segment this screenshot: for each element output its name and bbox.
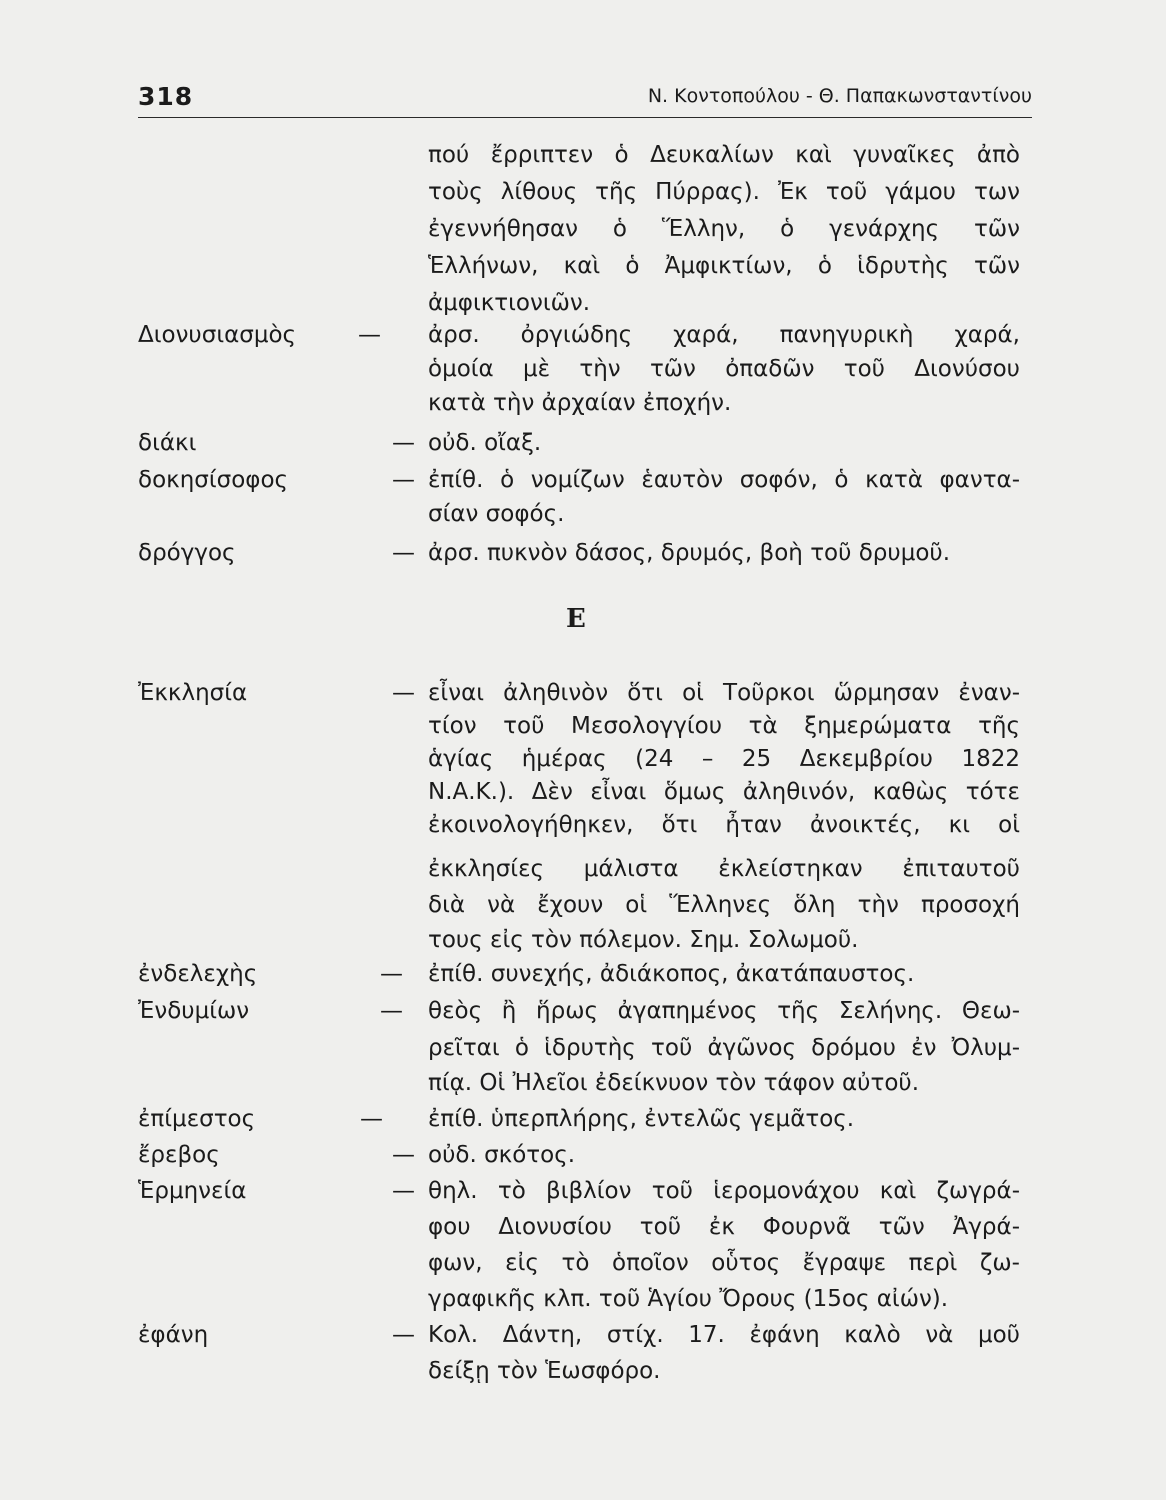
definition-line: θεὸς ἢ ἥρως ἀγαπημένος τῆς Σελήνης. Θεω- <box>428 998 1020 1024</box>
entry-term: ἐφάνη <box>138 1322 209 1348</box>
entry-term: δοκησίσοφος <box>138 467 289 493</box>
continuation-line: τοὺς λίθους τῆς Πύρρας). Ἐκ τοῦ γάμου των <box>428 179 1020 205</box>
definition-line: ἐκκλησίες μάλιστα ἐκλείστηκαν ἐπιταυτοῦ <box>428 856 1020 882</box>
entry-dash: — <box>392 540 415 566</box>
entry-dash: — <box>380 998 403 1024</box>
entry-dash: — <box>392 1178 415 1204</box>
definition-line: εἶναι ἀληθινὸν ὅτι οἱ Τοῦρκοι ὥρμησαν ἐναν- <box>428 680 1020 706</box>
definition-line: ἐπίθ. ὑπερπλήρης, ἐντελῶς γεμᾶτος. <box>428 1106 855 1132</box>
entry-dash: — <box>392 1322 415 1348</box>
definition-line: διὰ νὰ ἔχουν οἱ Ἕλληνες ὅλη τὴν προσοχή <box>428 892 1020 918</box>
definition-line: οὐδ. σκότος. <box>428 1142 576 1168</box>
continuation-line: ἐγεννήθησαν ὁ Ἕλλην, ὁ γενάρχης τῶν <box>428 216 1020 242</box>
entry-dash: — <box>392 467 415 493</box>
definition-line: ἐπίθ. ὁ νομίζων ἑαυτὸν σοφόν, ὁ κατὰ φαντα- <box>428 467 1020 493</box>
page-number: 318 <box>138 82 194 111</box>
entry-dash: — <box>392 680 415 706</box>
section-letter: Ε <box>566 604 586 634</box>
running-head: Ν. Κοντοπούλου - Θ. Παπακωνσταντίνου <box>647 85 1032 107</box>
entry-dash: — <box>392 1142 415 1168</box>
continuation-line: ἀμφικτιονιῶν. <box>428 290 591 316</box>
definition-line: ὁμοία μὲ τὴν τῶν ὀπαδῶν τοῦ Διονύσου <box>428 356 1020 382</box>
entry-dash: — <box>360 1106 383 1132</box>
definition-line: τους εἰς τὸν πόλεμον. Σημ. Σολωμοῦ. <box>428 927 859 953</box>
definition-line: ἁγίας ἡμέρας (24 – 25 Δεκεμβρίου 1822 <box>428 746 1020 772</box>
entry-term: ἐπίμεστος <box>138 1106 256 1132</box>
entry-dash: — <box>358 322 381 348</box>
entry-term: Ἐκκλησία <box>138 680 248 706</box>
entry-term: Ἑρμηνεία <box>138 1178 247 1204</box>
page-header <box>138 78 1032 110</box>
definition-line: ρεῖται ὁ ἱδρυτὴς τοῦ ἀγῶνος δρόμου ἐν Ὀλυμ- <box>428 1035 1020 1061</box>
definition-line: ἀρσ. ὀργιώδης χαρά, πανηγυρικὴ χαρά, <box>428 322 1020 348</box>
definition-line: ἐκοινολογήθηκεν, ὅτι ἦταν ἀνοικτές, κι οἱ <box>428 812 1020 838</box>
definition-line: φων, εἰς τὸ ὁποῖον οὗτος ἔγραψε περὶ ζω- <box>428 1250 1020 1276</box>
definition-line: σίαν σοφός. <box>428 501 565 527</box>
entry-term: ἔρεβος <box>138 1142 220 1168</box>
definition-line: πίᾳ. Οἱ Ἠλεῖοι ἐδείκνυον τὸν τάφον αὐτοῦ. <box>428 1070 920 1096</box>
continuation-line: πού ἔρριπτεν ὁ Δευκαλίων καὶ γυναῖκες ἀπὸ <box>428 142 1020 168</box>
definition-line: Κολ. Δάντη, στίχ. 17. ἐφάνη καλὸ νὰ μοῦ <box>428 1322 1020 1348</box>
definition-line: οὐδ. οἴαξ. <box>428 430 542 456</box>
definition-line: ἐπίθ. συνεχής, ἀδιάκοπος, ἀκατάπαυστος. <box>428 961 915 987</box>
continuation-line: Ἑλλήνων, καὶ ὁ Ἀμφικτίων, ὁ ἱδρυτὴς τῶν <box>428 253 1020 279</box>
definition-line: δείξῃ τὸν Ἑωσφόρο. <box>428 1358 661 1384</box>
entry-term: διάκι <box>138 430 197 456</box>
definition-line: κατὰ τὴν ἀρχαίαν ἐποχήν. <box>428 390 732 416</box>
entry-term: δρόγγος <box>138 540 236 566</box>
definition-line: Ν.Α.Κ.). Δὲν εἶναι ὅμως ἀληθινόν, καθὼς τότε <box>428 779 1020 805</box>
entry-term: ἐνδελεχὴς <box>138 961 258 987</box>
entry-term: Διονυσιασμὸς <box>138 322 297 348</box>
definition-line: θηλ. τὸ βιβλίον τοῦ ἱερομονάχου καὶ ζωγρά- <box>428 1178 1020 1204</box>
entry-term: Ἐνδυμίων <box>138 998 250 1024</box>
definition-line: γραφικῆς κλπ. τοῦ Ἁγίου Ὄρους (15ος αἰών). <box>428 1286 949 1312</box>
definition-line: ἀρσ. πυκνὸν δάσος, δρυμός, βοὴ τοῦ δρυμοῦ. <box>428 540 951 566</box>
entry-dash: — <box>380 961 403 987</box>
definition-line: φου Διονυσίου τοῦ ἐκ Φουρνᾶ τῶν Ἀγρά- <box>428 1214 1020 1240</box>
entry-dash: — <box>392 430 415 456</box>
definition-line: τίον τοῦ Μεσολογγίου τὰ ξημερώματα τῆς <box>428 713 1020 739</box>
header-rule <box>138 117 1032 118</box>
